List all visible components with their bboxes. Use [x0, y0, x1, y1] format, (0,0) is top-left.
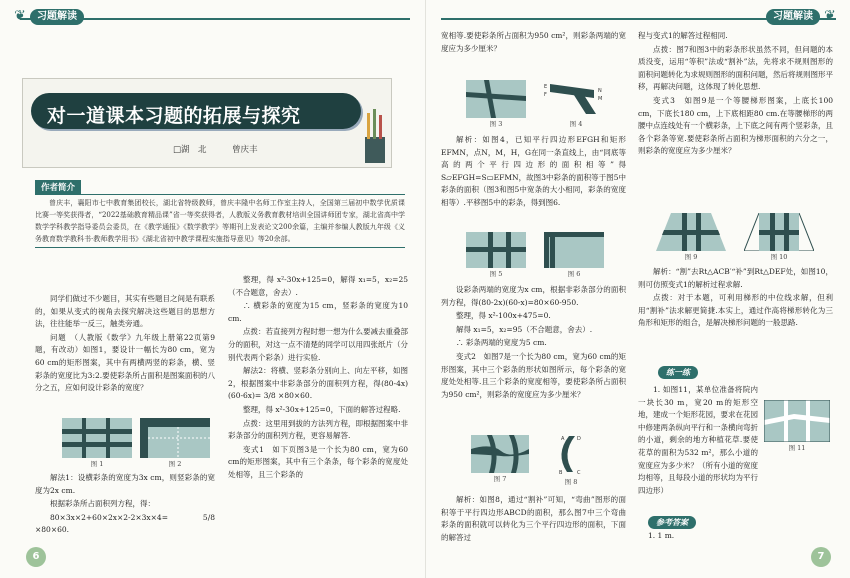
right-page [425, 0, 850, 578]
paragraph: ∴ 彩条两端的宽度为5 cm. [456, 338, 547, 348]
paragraph: 点拨：若直接列方程时想一想为什么要减去重叠部分的面积，对这一点不清楚的同学可以用四张纸片（分别代表两个彩条）进行实验. [228, 327, 408, 362]
column-3-top [441, 30, 626, 56]
column-3-end [441, 494, 626, 545]
svg-text:C: C [577, 470, 581, 476]
paragraph: 点拨：图7和图3中的彩条形状虽然不同，但问题的本质没变，运用“等积”法或“割补”法，先将求不规则图形的面积问题转化为求规则图形的面积问题，然后将规则图形平移，再解决问题，这体现了转化思想. [638, 44, 833, 92]
paragraph: 解法2：将横、竖彩条分别向上、向左平移，如图2，根据图案中非彩条部分的面积列方程，得(80-4x)(60-6x)= 3/8 ×80×60. [228, 366, 408, 401]
figure-3-image [466, 80, 526, 118]
figure-6-caption: 图 6 [567, 270, 581, 278]
answer-block [648, 530, 828, 544]
page-number: 6 [26, 547, 46, 567]
column-2 [228, 274, 408, 483]
paragraph: 整理，得 x²-100x+475=0. [456, 311, 551, 321]
paragraph: 宽相等.要使彩条所占面积为950 cm²，则彩条两端的宽度应为多少厘米？ [441, 31, 626, 53]
figure-11-caption: 图 11 [788, 444, 806, 452]
paragraph: 整理，得 x²-30x+125=0，下面的解答过程略. [243, 404, 401, 414]
column-1 [35, 293, 215, 396]
figure-11-image [764, 400, 830, 442]
svg-text:N: N [598, 88, 602, 94]
paragraph: 解析：如图4，已知平行四边形EFGH和矩形EFMN，点N，M，H，G在同一条直线上，由“同底等高的两个平行四边形的面积相等”得 S▱EFGH=S▭EFMN，故图3中彩条的面积等于图5中彩条的面积（图3和图5中宽条的大小相同，彩条的宽度相等）.平移图5中的彩条，得到图6. [441, 135, 626, 207]
paragraph: 1. 如图11，某单位准备将院内一块长30 m，宽20 m的矩形空地，建成一个矩形花园，要求在花园中修建两条纵向平行和一条横向弯折的小道，剩余的地方种植花草.要使花草的面积为532 m²，那么小道的宽度应为多少米？（所有小道的宽度均相等，且每段小道的形状均为平行四边形） [638, 385, 758, 495]
figure-9-caption: 图 9 [684, 253, 698, 261]
page-number: 7 [811, 547, 831, 567]
figure-9-image [656, 213, 726, 251]
figure-5-image [466, 232, 526, 268]
figure-6 [544, 232, 604, 278]
figure-11 [764, 400, 830, 452]
paragraph: 点拨：这里用到拔的方法列方程，即根据图案中非彩条部分的面积列方程，更容易解答. [228, 418, 408, 441]
figure-6-image [544, 232, 604, 268]
paragraph: 设彩条两端的宽度为x cm，根据非彩条部分的面积列方程，得(80-2x)(60-x)=80×60-950. [441, 285, 626, 307]
svg-text:D: D [577, 436, 581, 442]
svg-text:E: E [544, 84, 548, 90]
pencil-cup-icon [361, 109, 389, 165]
paragraph: 程与变式1的解答过程相同. [638, 31, 728, 40]
paragraph: 同学们做过不少题目，其实有些题目之间是有联系的，如果从变式的视角去探究解决这些题目的思想方法，往往能举一反三，触类旁通。 [35, 294, 215, 329]
practice-heading [658, 360, 758, 380]
column-3-bottom [441, 284, 626, 402]
figure-4 [544, 80, 608, 128]
figure-7 [471, 435, 529, 483]
butterfly-icon: ❦ [824, 8, 836, 24]
paragraph: 整理，得 x²-30x+125=0，解得 x₁=5，x₂=25（不合题意，舍去）. [228, 275, 408, 297]
svg-text:M: M [598, 96, 603, 102]
figure-1 [62, 418, 132, 468]
equation: 80×3x×2+60×2x×2-2×3x×4= 5/8 ×80×60. [35, 512, 215, 535]
figure-1-image [62, 418, 132, 458]
butterfly-icon: ❦ [14, 8, 26, 24]
column-4-mid [638, 266, 833, 331]
paragraph: 解析：“割”去Rt△ACB′“补”到Rt△DEF处，如图10，则可仿照变式1的解析过程求解. [638, 267, 833, 289]
answers-heading [648, 510, 696, 528]
figure-5 [466, 232, 526, 278]
author-bio-label: 作者简介 [35, 180, 81, 194]
figure-10-caption: 图 10 [770, 253, 788, 261]
paragraph: ∴ 横彩条的宽度为15 cm，竖彩条的宽度为10 cm. [228, 301, 408, 323]
author-byline: □湖 北 曾庆丰 [173, 145, 258, 155]
paragraph: 根据彩条所占面积列方程，得： [50, 499, 155, 509]
author-bio: 曾庆丰，襄阳市七中教育集团校长，湖北省特级教师，曾庆丰隆中名师工作室主持人，全国第三届初中数学优质课比赛一等奖获得者，“2022基础教育精品课”省一等奖获得者，人教版义务教育教材培训全国讲师团专家，湖北省高中学数学学科教学指导委员会委员，在《教学通报》《数学教学》等期刊上发表论文200余篇，主编并参编人教版九年级《义务教育数学教科书·教师教学用书》《湖北省初中教学课程实施指导意见》等20余部。 [35, 194, 405, 248]
svg-text:B: B [559, 470, 563, 476]
figure-2-image [140, 418, 210, 458]
svg-text:A: A [561, 436, 565, 442]
paragraph: 解得 x₁=5，x₂=95（不合题意，舍去）. [456, 324, 593, 334]
figure-7-image [471, 435, 529, 473]
article-title: 对一道课本习题的拓展与探究 [47, 105, 301, 127]
figure-2 [140, 418, 210, 468]
paragraph: 变式2 如图7是一个长为80 cm，宽为60 cm的矩形图案，其中三个彩条的形状如图所示，每个彩条的宽度处处相等.且三个彩条的宽度相等，要使彩条所占面积为950 cm²，则彩条的宽度应为多少厘米？ [441, 351, 626, 399]
figure-2-caption: 图 2 [168, 460, 182, 468]
figure-8-caption: 图 8 [564, 478, 578, 486]
paragraph: 解法1：设横彩条的宽度为3x cm，则竖彩条的宽度为2x cm. [35, 473, 215, 495]
paragraph: 点拨：对于本题，可利用梯形的中位线求解，但利用“割补”法求解更简捷.本实上，通过作高将梯形转化为三角形和矩形的组合，是解决梯形问题的一般思路. [638, 293, 833, 328]
svg-text:F: F [544, 92, 547, 98]
figure-5-caption: 图 5 [489, 270, 503, 278]
figure-4-caption: 图 4 [569, 120, 583, 128]
figure-9 [656, 213, 726, 261]
figure-7-caption: 图 7 [493, 475, 507, 483]
column-4-bottom [638, 384, 758, 498]
page-header [426, 6, 850, 24]
page-header [0, 6, 425, 24]
figure-10-image [744, 213, 814, 251]
figure-10 [744, 213, 814, 261]
answer-text: 1. 1 m. [648, 531, 675, 540]
column-4-top [638, 30, 833, 159]
paragraph: 变式3 如图9是一个等腰梯形图案，上底长100 cm，下底长180 cm，上下底相距80 cm.在等腰梯形的两腰中点连线处有一个横彩条，上下底之间有两个竖彩条，且各个彩条等宽.要使彩条所占面积为梯形面积的六分之一，则彩条的宽度应为多少厘米？ [638, 95, 833, 156]
figure-3 [466, 80, 526, 128]
figure-4-image [544, 80, 608, 118]
answers-label: 参考答案 [648, 516, 696, 529]
column-1-bottom [35, 472, 215, 538]
practice-label: 练一练 [658, 366, 698, 379]
figure-8 [551, 432, 591, 486]
column-3-mid [441, 134, 626, 211]
paragraph: 变式1 如下页图3是一个长为80 cm，宽为60 cm的矩形图案，其中有三个条条，每个彩条的宽度处处相等，且三个彩条的 [228, 444, 408, 479]
paragraph: 解析：如图8，通过“割补”可知，“弯曲”图形的面积等于平行四边形ABCD的面积，那么图7中三个弯曲彩条的面积就可以转化为三个平行四边形的面积，下面的解答过 [441, 495, 626, 542]
figure-1-caption: 图 1 [90, 460, 104, 468]
article-title-box [22, 78, 392, 168]
section-brand: 习题解读 [30, 9, 84, 25]
section-brand: 习题解读 [766, 9, 820, 25]
paragraph: 问题 （人教版《数学》九年级上册第22页第9题，有改动）如图1，要设计一幅长为80 cm，宽为60 cm的矩形图案，其中有两横两竖的彩条，横、竖彩条的宽度比为3:2.要使彩条所占面积是图案面积的八分之五，应如何设计彩条的宽度？ [35, 332, 215, 393]
figure-8-image [551, 432, 591, 476]
figure-3-caption: 图 3 [489, 120, 503, 128]
